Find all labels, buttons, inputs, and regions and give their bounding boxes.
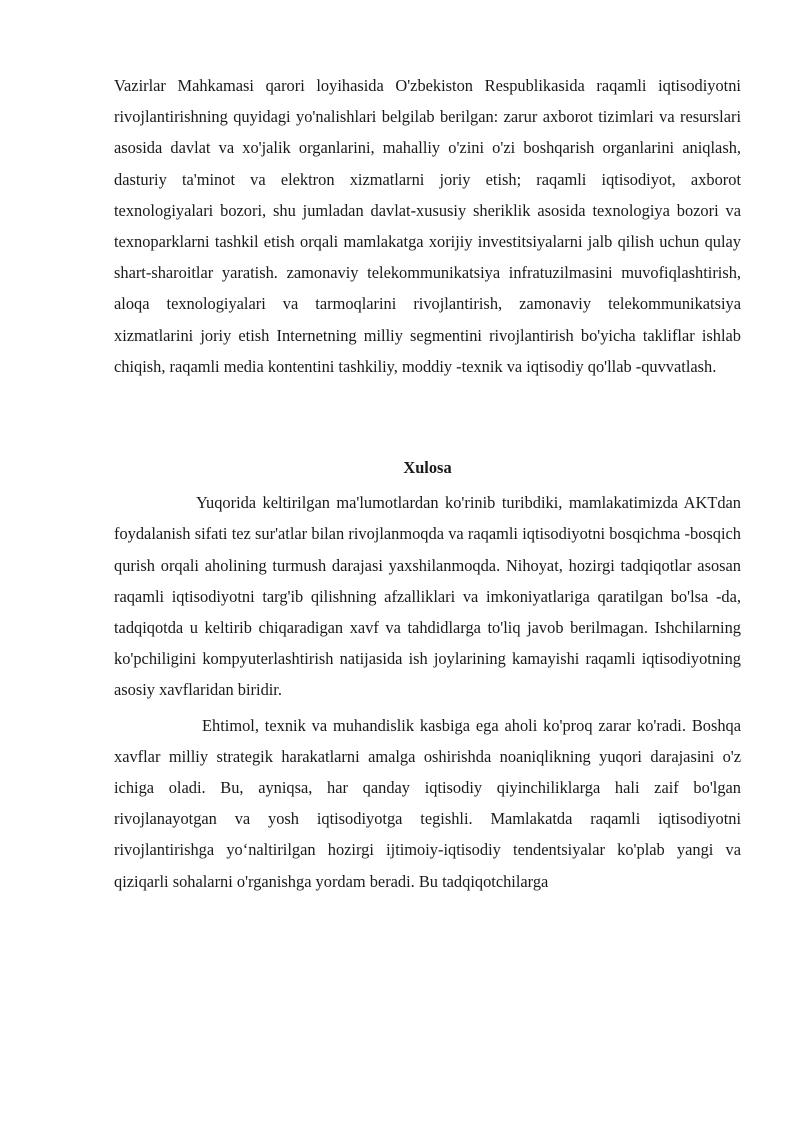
body-paragraph: Vazirlar Mahkamasi qarori loyihasida O'zbekiston Respublikasida raqamli iqtisodiyotni rivojlantirishning quyidagi yo'nalishlari belgilab berilgan: zarur axborot tizimlari va resurslari asosida davlat va xo'jalik organlarini, mahalliy o'zini o'zi boshqarish organlarini aniqlash, dasturiy ta'minot va elektron xizmatlarni joriy etish; raqamli iqtisodiyot, axborot texnologiyalari bozori, shu jumladan davlat-xususiy sheriklik asosida texnologiya bozori va texnoparklarni tashkil etish orqali mamlakatga xorijiy investitsiyalarni jalb qilish uchun qulay shart-sharoitlar yaratish. zamonaviy telekommunikatsiya infratuzilmasini muvofiqlashtirish, aloqa texnologiyalari va tarmoqlarini rivojlantirish, zamonaviy telekommunikatsiya xizmatlarini joriy etish Internetning milliy segmentini rivojlantirish bo'yicha takliflar ishlab chiqish, raqamli media kontentini tashkiliy, moddiy -texnik va iqtisodiy qo'llab -quvvatlash. <box>114 76 741 376</box>
document-page <box>114 70 741 897</box>
section-heading: Xulosa <box>403 458 452 478</box>
body-paragraph: Yuqorida keltirilgan ma'lumotlardan ko'rinib turibdiki, mamlakatimizda AKTdan foydalanish sifati tez sur'atlar bilan rivojlanmoqda va raqamli iqtisodiyotni bosqichma -bosqich qurish orqali aholining turmush darajasi yaxshilanmoqda. Nihoyat, hozirgi tadqiqotlar asosan raqamli iqtisodiyotni targ'ib qilishning afzalliklari va imkoniyatlariga qaratilgan bo'lsa -da, tadqiqotda u keltirib chiqaradigan xavf va tahdidlarga to'liq javob berilmagan. Ishchilarning ko'pchiligini kompyuterlashtirish natijasida ish joylarining kamayishi raqamli iqtisodiyotning asosiy xavflaridan biridir. <box>114 493 741 700</box>
body-paragraph: Ehtimol, texnik va muhandislik kasbiga ega aholi ko'proq zarar ko'radi. Boshqa xavflar milliy strategik harakatlarni amalga oshirishda noaniqlikning yuqori darajasini o'z ichiga oladi. Bu, ayniqsa, har qanday iqtisodiy qiyinchiliklarga hali zaif bo'lgan rivojlanayotgan va yosh iqtisodiyotga tegishli. Mamlakatda raqamli iqtisodiyotni rivojlantirishga yo‘naltirilgan hozirgi ijtimoiy-iqtisodiy tendentsiyalar ko'plab yangi va qiziqarli sohalarni o'rganishga yordam beradi. Bu tadqiqotchilarga <box>114 715 741 891</box>
